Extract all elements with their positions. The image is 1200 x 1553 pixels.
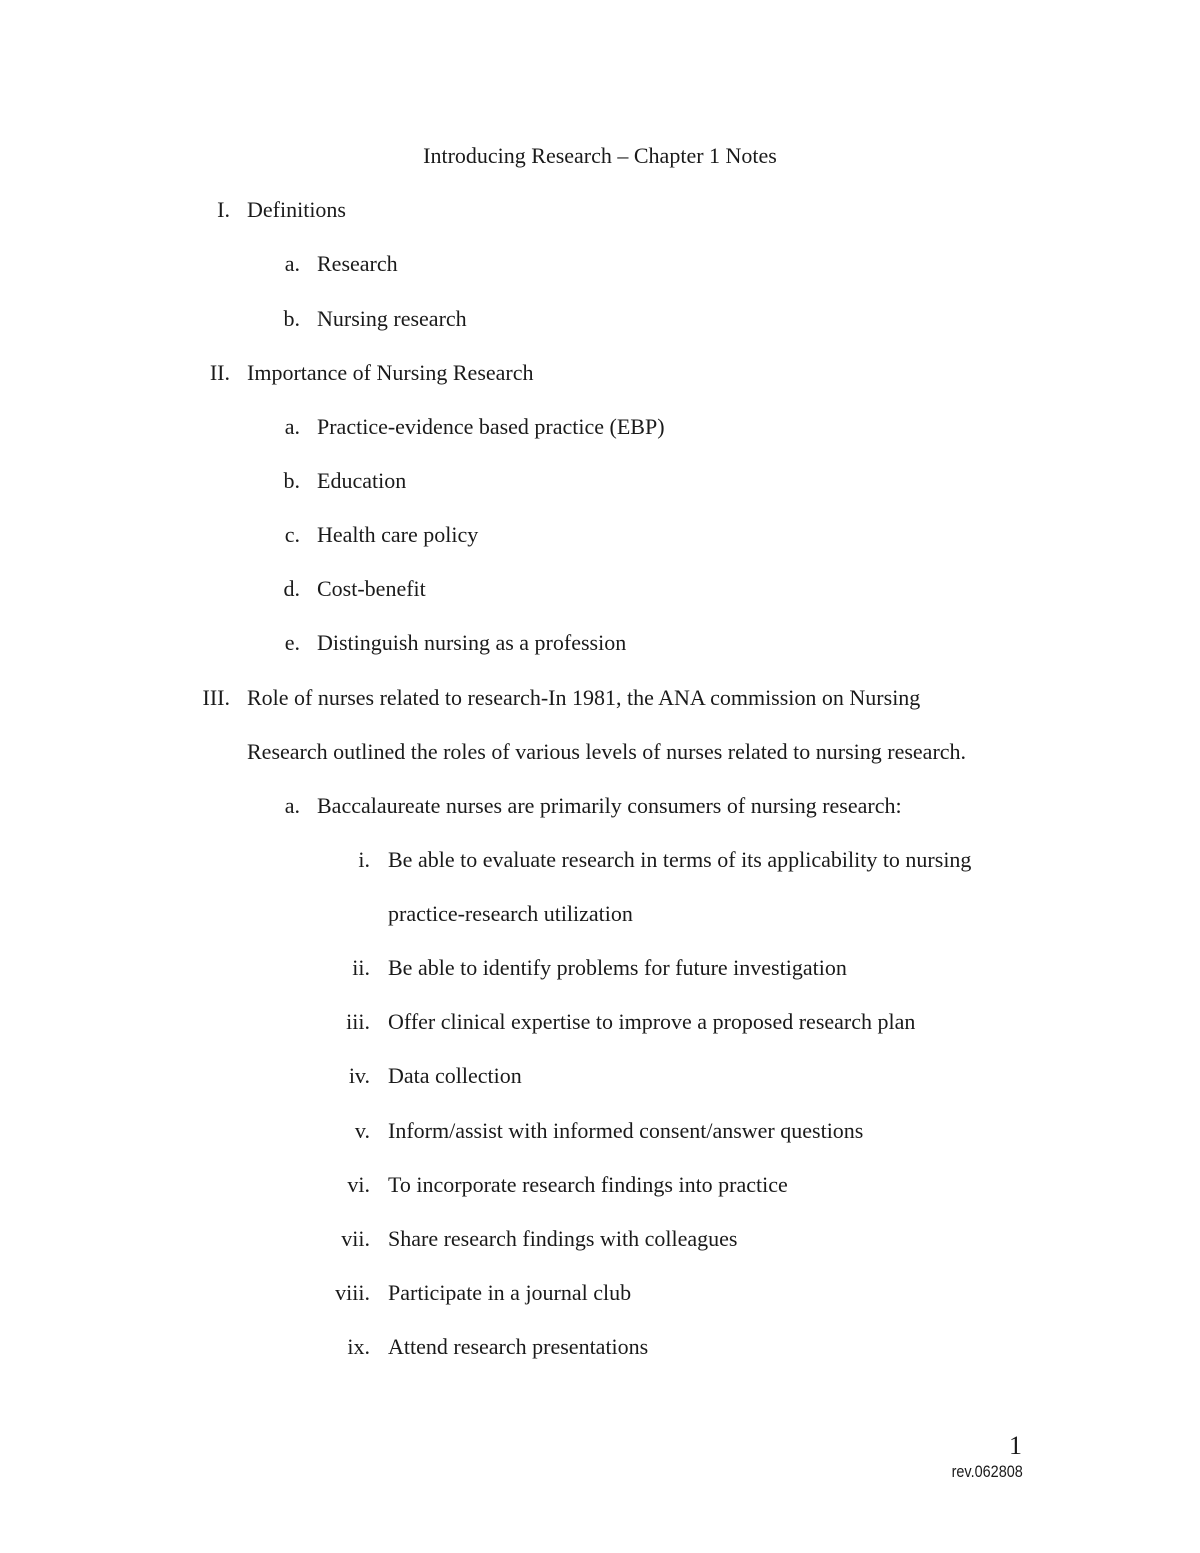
subitem-marker: vii. — [341, 1226, 370, 1251]
section-marker: II. — [209, 360, 230, 385]
subitem-marker: vi. — [347, 1172, 370, 1197]
section-heading: Importance of Nursing Research — [247, 360, 534, 385]
list-item: Cost-benefit — [317, 576, 426, 601]
page-number: 1 — [1009, 1431, 1022, 1460]
item-marker: a. — [284, 793, 300, 818]
list-item: Distinguish nursing as a profession — [317, 630, 627, 655]
section-heading-continued: Research outlined the roles of various levels of nurses related to nursing research. — [247, 739, 967, 764]
section-marker: III. — [202, 685, 230, 710]
item-marker: c. — [284, 522, 300, 547]
sub-list-item: Participate in a journal club — [388, 1280, 632, 1305]
sub-list-item: Share research findings with colleagues — [388, 1226, 738, 1251]
list-item: Baccalaureate nurses are primarily consumers of nursing research: — [317, 793, 902, 818]
item-marker: e. — [284, 630, 300, 655]
section-heading: Role of nurses related to research-In 1981, the ANA commission on Nursing — [247, 685, 921, 710]
subitem-marker: v. — [354, 1118, 370, 1143]
sub-list-item: Be able to evaluate research in terms of its applicability to nursing — [388, 847, 972, 872]
section-marker: I. — [217, 197, 230, 222]
list-item: Practice-evidence based practice (EBP) — [317, 414, 665, 439]
list-item: Health care policy — [317, 522, 479, 547]
subitem-marker: ii. — [352, 955, 370, 980]
section-heading: Definitions — [247, 197, 346, 222]
subitem-marker: viii. — [335, 1280, 370, 1305]
list-item: Nursing research — [317, 306, 467, 331]
sub-list-item-continued: practice-research utilization — [388, 901, 633, 926]
sub-list-item: Be able to identify problems for future investigation — [388, 955, 847, 980]
subitem-marker: ix. — [347, 1334, 370, 1359]
sub-list-item: To incorporate research findings into practice — [388, 1172, 788, 1197]
item-marker: b. — [283, 468, 300, 493]
item-marker: b. — [283, 306, 300, 331]
item-marker: a. — [284, 414, 300, 439]
subitem-marker: i. — [358, 847, 370, 872]
item-marker: d. — [283, 576, 300, 601]
list-item: Education — [317, 468, 407, 493]
document-title: Introducing Research – Chapter 1 Notes — [423, 143, 777, 168]
subitem-marker: iv. — [348, 1063, 370, 1088]
item-marker: a. — [284, 251, 300, 276]
sub-list-item: Inform/assist with informed consent/answer questions — [388, 1118, 864, 1143]
sub-list-item: Data collection — [388, 1063, 522, 1088]
list-item: Research — [317, 251, 398, 276]
revision-label: rev.062808 — [951, 1462, 1023, 1481]
sub-list-item: Attend research presentations — [388, 1334, 649, 1359]
sub-list-item: Offer clinical expertise to improve a proposed research plan — [388, 1009, 916, 1034]
subitem-marker: iii. — [346, 1009, 370, 1034]
